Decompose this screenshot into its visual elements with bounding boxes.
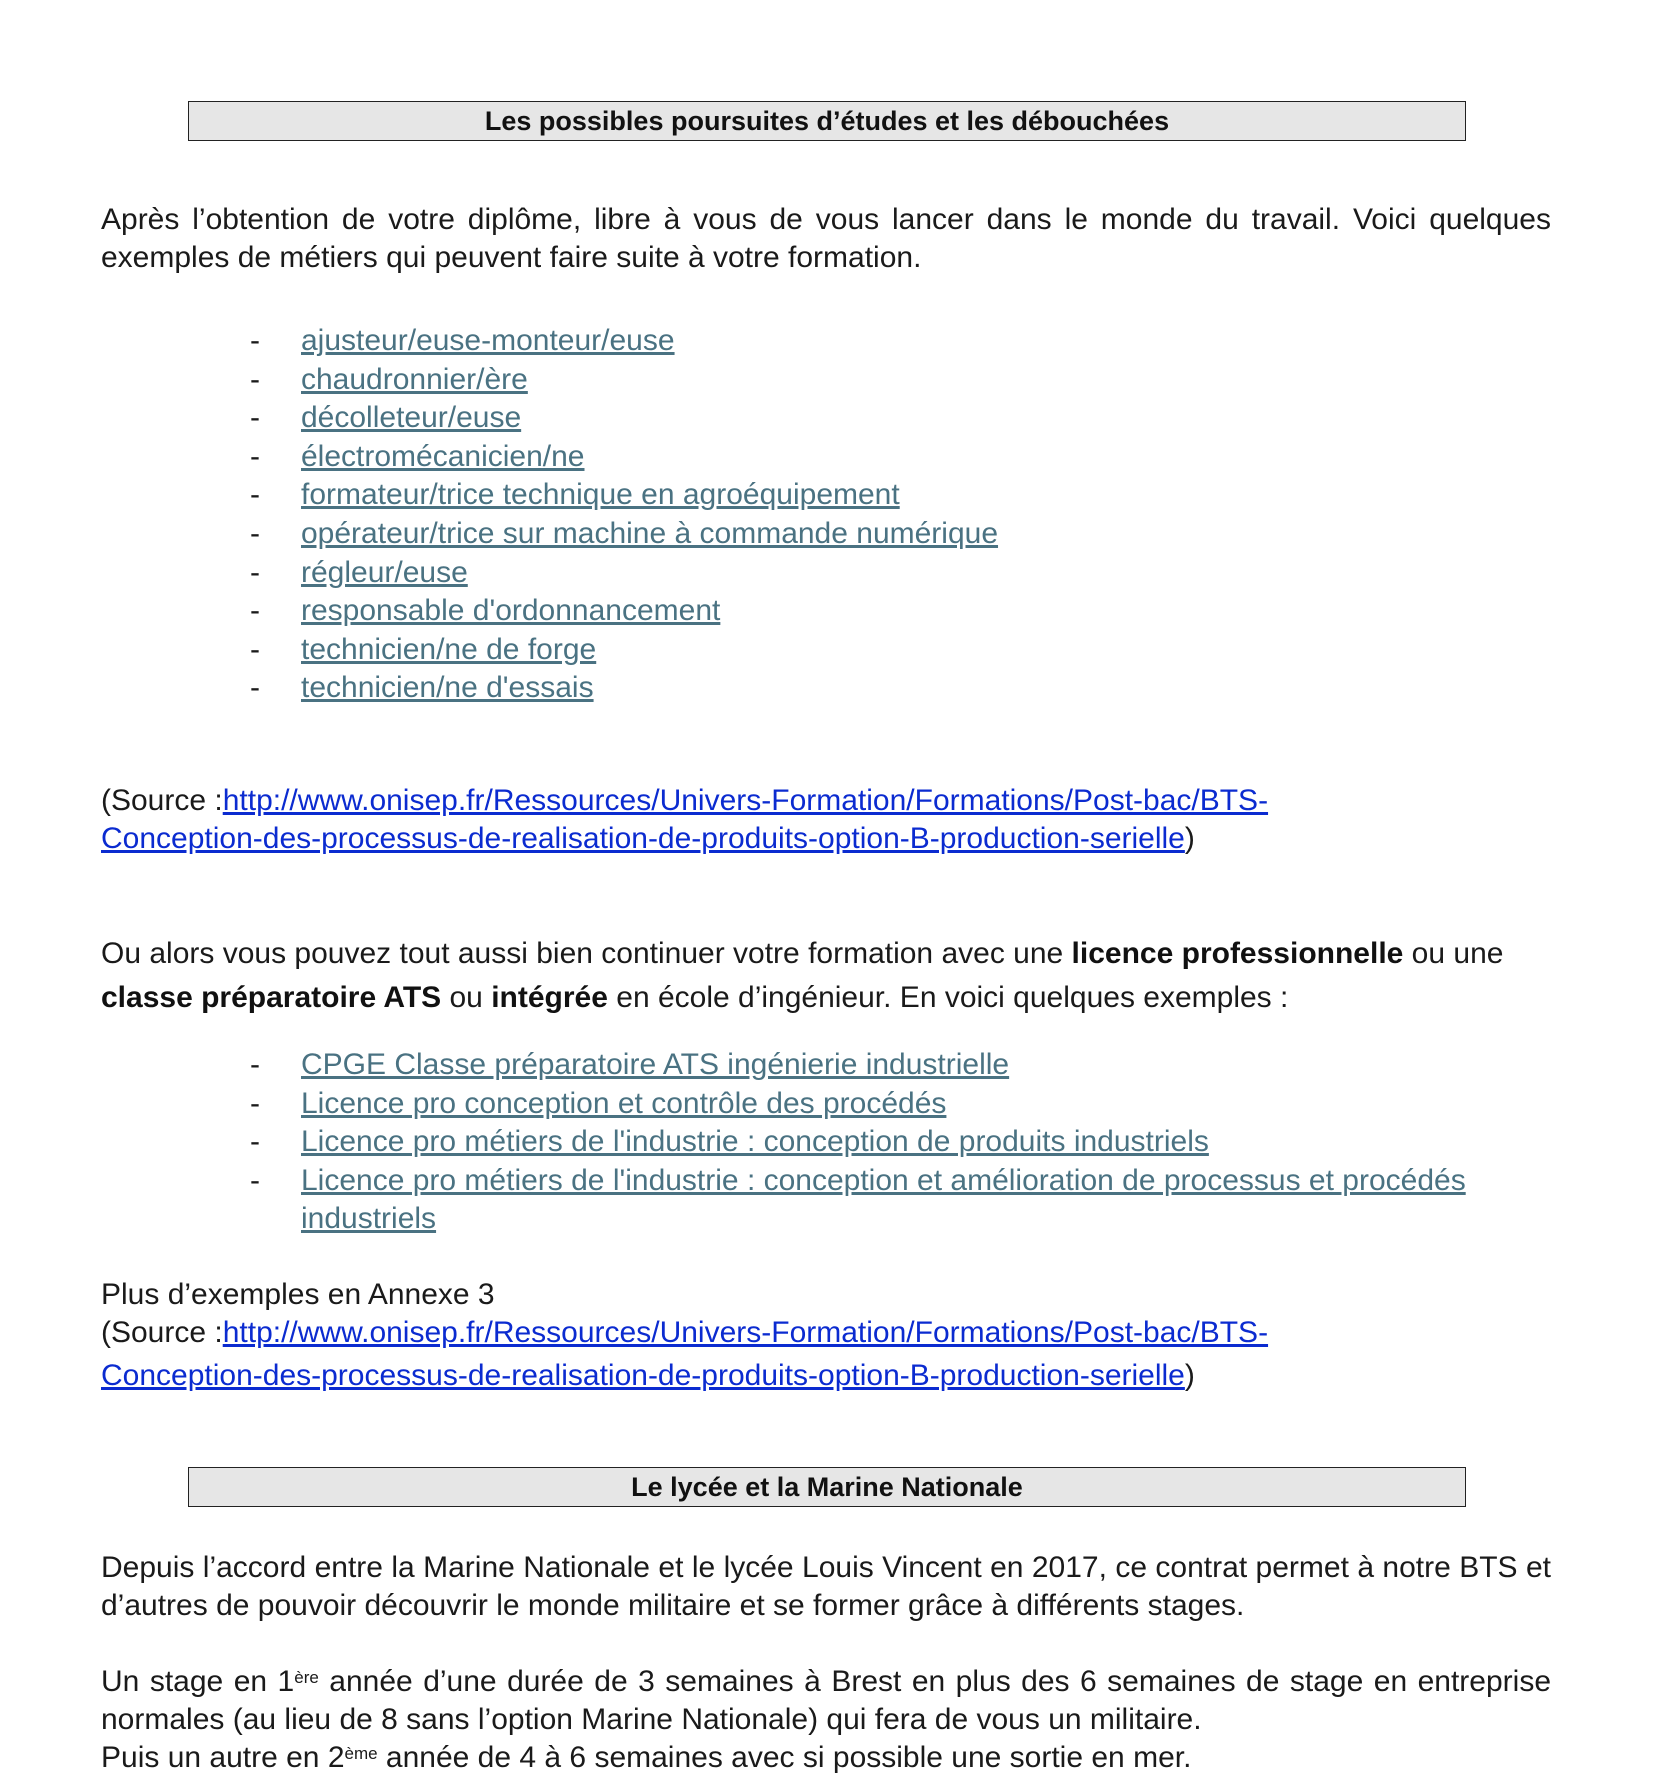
- text: Ou alors vous pouvez tout aussi bien continuer votre formation avec une: [101, 937, 1072, 970]
- job-link[interactable]: ajusteur/euse-monteur/euse: [301, 324, 675, 357]
- source-citation-cont: [101, 1357, 1195, 1395]
- list-item: - électromécanicien/ne: [250, 439, 585, 473]
- section-heading-text: Le lycée et la Marine Nationale: [631, 1471, 1023, 1502]
- studies-list: [101, 1046, 1551, 1238]
- text: ou une: [1403, 937, 1504, 970]
- list-item: - responsable d'ordonnancement: [250, 594, 721, 628]
- source-citation-cont: [101, 820, 1195, 858]
- section-heading-text: Les possibles poursuites d’études et les débouchées: [484, 105, 1170, 136]
- marine-paragraph: Depuis l’accord entre la Marine Nationale et le lycée Louis Vincent en 2017, ce contrat permet à notre BTS et d’autres de pouvoir découvrir le monde militaire et se former grâce à différents stages.: [101, 1551, 1551, 1622]
- list-item: - technicien/ne de forge: [250, 632, 597, 666]
- study-link[interactable]: Licence pro métiers de l'industrie : conception de produits industriels: [301, 1125, 1209, 1158]
- superscript: ème: [344, 1744, 378, 1763]
- source-url-link[interactable]: Conception-des-processus-de-realisation-de-produits-option-B-production-serielle: [101, 1359, 1185, 1392]
- job-link[interactable]: chaudronnier/ère: [301, 362, 528, 396]
- list-item: - Licence pro métiers de l'industrie : conception et amélioration de processus et procédés industriels: [101, 1162, 1551, 1239]
- list-item: - régleur/euse: [250, 555, 468, 589]
- list-item: - opérateur/trice sur machine à commande numérique: [250, 516, 999, 550]
- source-prefix: (Source :: [101, 1316, 223, 1349]
- job-link[interactable]: opérateur/trice sur machine à commande numérique: [301, 516, 999, 550]
- source-citation: [101, 782, 1268, 820]
- superscript: ère: [294, 1668, 319, 1687]
- list-item: - formateur/trice technique en agroéquipement: [250, 478, 900, 512]
- source-suffix: ): [1184, 1359, 1195, 1392]
- stage1-paragraph: [101, 1663, 1551, 1739]
- source-citation: [101, 1314, 1268, 1352]
- more-examples: Plus d’exemples en Annexe 3: [101, 1278, 495, 1311]
- source-url-link[interactable]: http://www.onisep.fr/Ressources/Univers-Formation/Formations/Post-bac/BTS-: [222, 1316, 1269, 1349]
- text: ou: [441, 981, 492, 1014]
- study-link[interactable]: CPGE Classe préparatoire ATS ingénierie industrielle: [301, 1048, 1010, 1081]
- list-item: - ajusteur/euse-monteur/euse: [250, 324, 675, 357]
- list-item: - Licence pro conception et contrôle des procédés: [250, 1086, 947, 1120]
- text: Un stage en 1: [101, 1665, 295, 1698]
- text: année de 4 à 6 semaines avec si possible une sortie en mer.: [377, 1741, 1192, 1774]
- list-item: - Licence pro métiers de l'industrie : conception de produits industriels: [250, 1125, 1209, 1158]
- jobs-list: [101, 322, 1551, 708]
- job-link[interactable]: électromécanicien/ne: [301, 439, 585, 473]
- job-link[interactable]: régleur/euse: [301, 555, 468, 589]
- source-url-link[interactable]: Conception-des-processus-de-realisation-de-produits-option-B-production-serielle: [101, 822, 1185, 855]
- source-suffix: ): [1184, 822, 1195, 855]
- list-item: - CPGE Classe préparatoire ATS ingénierie industrielle: [250, 1048, 1010, 1081]
- study-link[interactable]: Licence pro conception et contrôle des procédés: [301, 1086, 947, 1120]
- list-item: - chaudronnier/ère: [250, 362, 528, 396]
- bold-term: classe préparatoire ATS: [101, 981, 442, 1014]
- job-link[interactable]: technicien/ne de forge: [301, 632, 597, 666]
- text: Puis un autre en 2: [101, 1741, 345, 1774]
- bold-term: licence professionnelle: [1071, 937, 1404, 970]
- source-url-link[interactable]: http://www.onisep.fr/Ressources/Univers-Formation/Formations/Post-bac/BTS-: [222, 784, 1269, 817]
- list-item: - technicien/ne d'essais: [250, 671, 594, 705]
- text: année d’une durée de 3 semaines à Brest en plus des 6 semaines de stage en entreprise normales (au lieu de 8 sans l’option Marine Nationale) qui fera de vous un militaire.: [101, 1665, 1552, 1736]
- text: en école d’ingénieur. En voici quelques exemples :: [607, 981, 1289, 1014]
- studies-paragraph: [101, 932, 1551, 1020]
- job-link[interactable]: technicien/ne d'essais: [301, 671, 594, 705]
- job-link[interactable]: responsable d'ordonnancement: [301, 594, 721, 628]
- study-link[interactable]: Licence pro métiers de l'industrie : conception et amélioration de processus et procédés industriels: [301, 1163, 1466, 1235]
- section-heading-studies: [188, 101, 1466, 141]
- stage2-line: [101, 1739, 1191, 1777]
- list-item: - décolleteur/euse: [250, 401, 522, 435]
- job-link[interactable]: formateur/trice technique en agroéquipement: [301, 478, 900, 512]
- job-link[interactable]: décolleteur/euse: [301, 401, 522, 435]
- section-heading-marine: [188, 1467, 1466, 1507]
- source-prefix: (Source :: [101, 784, 223, 817]
- intro-paragraph: Après l’obtention de votre diplôme, libre à vous de vous lancer dans le monde du travail. Voici quelques exemples de métiers qui peuvent faire suite à votre formation.: [101, 203, 1551, 274]
- bold-term: intégrée: [491, 981, 608, 1014]
